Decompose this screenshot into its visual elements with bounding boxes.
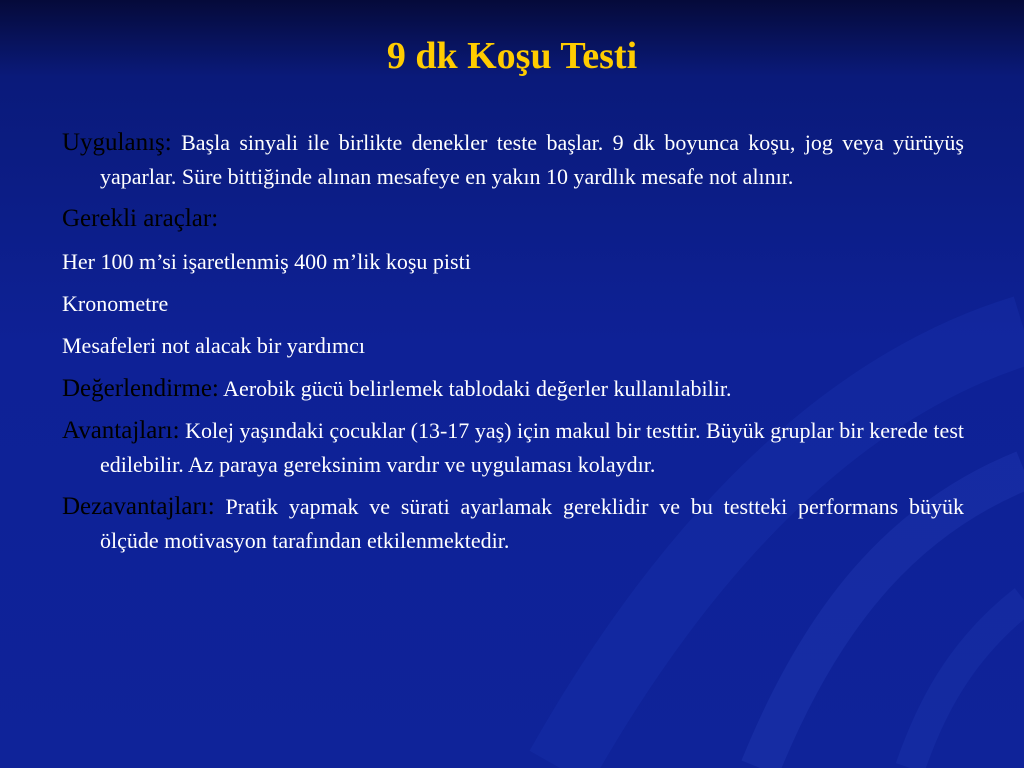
gerekli-item-yardimci: Mesafeleri not alacak bir yardımcı: [62, 333, 365, 358]
gerekli-item-kronometre: Kronometre: [62, 291, 169, 316]
dezavantajlari-text: Pratik yapmak ve sürati ayarlamak gereklidir ve bu testteki performans büyük ölçüde motivasyon tarafından etkilenmektedir.: [100, 494, 964, 553]
gerekli-araclar-heading: Gerekli araçlar:: [62, 205, 219, 232]
degerlendirme-paragraph: [62, 372, 964, 406]
dezavantajlari-paragraph: [62, 490, 964, 558]
slide-body: [62, 126, 964, 566]
degerlendirme-text: Aerobik gücü belirlemek tablodaki değerler kullanılabilir.: [218, 376, 732, 401]
avantajlari-paragraph: [62, 414, 964, 482]
degerlendirme-label: Değerlendirme:: [62, 375, 219, 402]
dezavantajlari-label: Dezavantajları:: [62, 493, 215, 520]
gerekli-item-pist: Her 100 m’si işaretlenmiş 400 m’lik koşu pisti: [62, 249, 471, 274]
avantajlari-label: Avantajları:: [62, 417, 180, 444]
slide-title: 9 dk Koşu Testi: [386, 35, 638, 77]
uygulanis-label: Uygulanış:: [62, 129, 172, 156]
avantajlari-text: Kolej yaşındaki çocuklar (13-17 yaş) için makul bir testtir. Büyük gruplar bir kerede test edilebilir. Az paraya gereksinim vardır ve uygulaması kolaydır.: [100, 418, 964, 477]
uygulanis-paragraph: [62, 126, 964, 194]
uygulanis-text: Başla sinyali ile birlikte denekler teste başlar. 9 dk boyunca koşu, jog veya yürüyüş yaparlar. Süre bittiğinde alınan mesafeye en yakın 10 yardlık mesafe not alınır.: [100, 130, 964, 189]
